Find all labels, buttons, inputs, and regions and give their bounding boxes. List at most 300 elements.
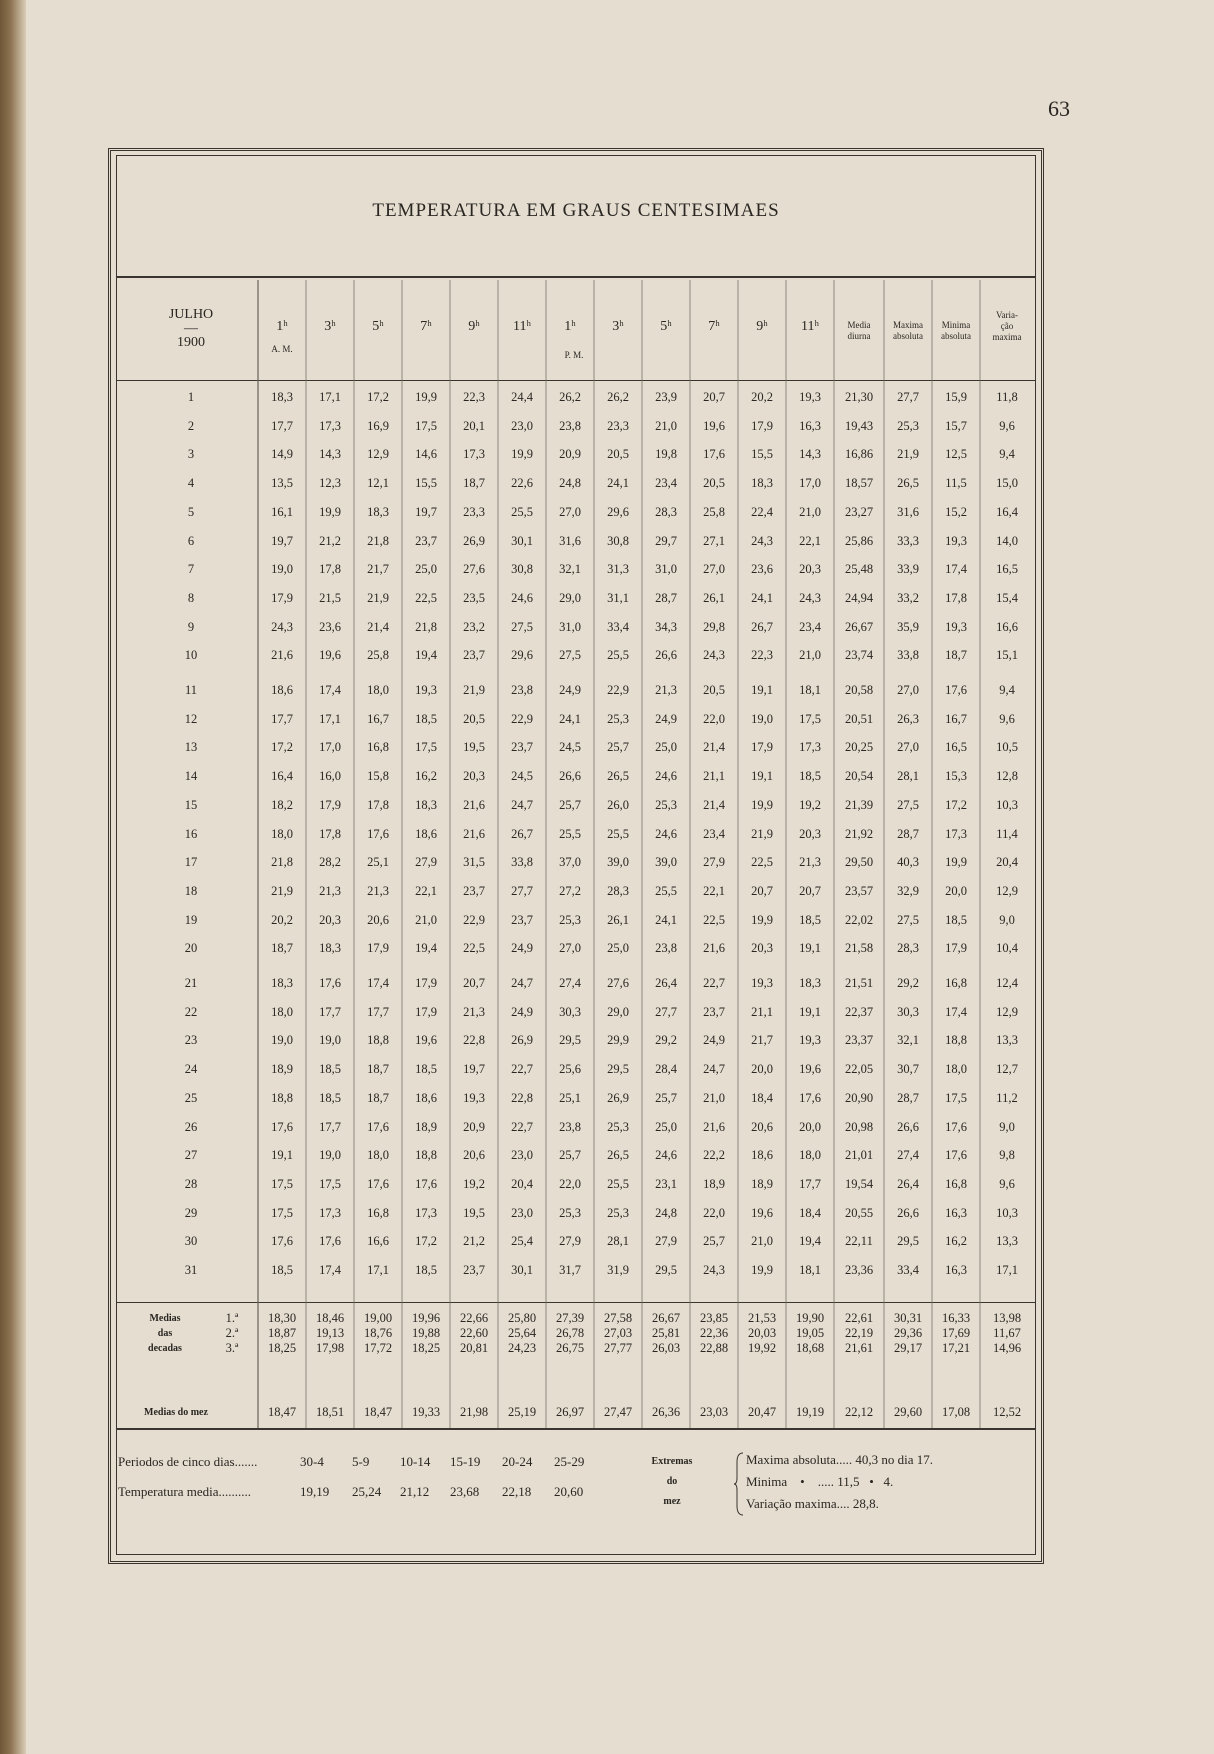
temp-cell: 17,6: [367, 1119, 389, 1134]
temp-cell: 17,5: [271, 1176, 293, 1191]
temp-cell: 22,0: [703, 711, 725, 726]
decade-index: 1.ª: [225, 1311, 239, 1325]
temp-cell: 26,5: [607, 769, 629, 784]
temp-cell: 16,5: [945, 740, 967, 755]
temp-cell: 26,2: [559, 390, 581, 404]
temp-cell: 27,7: [511, 883, 533, 898]
decades-label-1: Medias: [149, 1313, 181, 1324]
temp-cell: 23,37: [844, 1033, 874, 1048]
period-cell: 30-4: [300, 1454, 324, 1469]
temp-cell: 20,0: [799, 1119, 821, 1134]
day-number: 18: [184, 883, 198, 898]
temp-cell: 25,4: [511, 1234, 533, 1249]
header-pm: P. M.: [564, 350, 584, 360]
temp-cell: 17,1: [367, 1263, 389, 1277]
temp-cell: 21,6: [463, 797, 485, 812]
temp-cell: 17,6: [945, 1119, 967, 1134]
period-cell: 10-14: [400, 1454, 431, 1469]
decade-cell: 18,25: [411, 1341, 441, 1355]
temp-cell: 24,1: [607, 476, 629, 491]
temp-cell: 16,6: [367, 1234, 389, 1249]
temp-cell: 19,7: [271, 533, 293, 548]
decade-cell: 22,60: [459, 1326, 489, 1340]
temp-cell: 23,4: [799, 619, 821, 634]
temp-cell: 24,6: [655, 826, 677, 841]
temp-cell: 26,1: [703, 590, 725, 605]
temp-cell: 30,8: [511, 562, 533, 577]
temp-cell: 17,3: [319, 1205, 341, 1220]
temp-cell: 18,0: [367, 1148, 389, 1163]
temp-cell: 20,90: [844, 1090, 874, 1105]
header-dash: —: [184, 321, 198, 336]
temp-cell: 22,5: [751, 855, 773, 870]
temp-cell: 17,4: [367, 976, 389, 990]
temp-cell: 27,5: [897, 912, 919, 927]
header-month: JULHO: [168, 307, 214, 322]
temp-cell: 17,9: [271, 590, 293, 605]
decade-cell: 25,64: [507, 1326, 537, 1340]
temp-cell: 23,7: [511, 740, 533, 755]
temp-cell: 17,0: [319, 740, 341, 755]
temp-cell: 18,7: [463, 476, 485, 491]
temp-cell: 20,3: [463, 769, 485, 784]
temp-cell: 16,0: [319, 769, 341, 784]
temp-cell: 12,9: [996, 883, 1018, 898]
day-number: 24: [184, 1062, 198, 1077]
temp-cell: 18,9: [703, 1176, 725, 1191]
temp-cell: 9,6: [999, 1176, 1015, 1191]
temp-cell: 26,5: [897, 476, 919, 491]
temp-cell: 17,5: [945, 1090, 967, 1105]
temp-cell: 17,9: [751, 418, 773, 433]
temp-cell: 17,8: [319, 826, 341, 841]
temp-cell: 19,0: [271, 562, 293, 577]
temp-cell: 17,2: [415, 1234, 437, 1249]
day-number: 16: [184, 826, 198, 841]
temp-cell: 29,2: [897, 976, 919, 990]
temp-cell: 26,9: [463, 533, 485, 548]
temp-cell: 17,0: [799, 476, 821, 491]
temp-cell: 14,6: [415, 447, 437, 462]
temp-cell: 18,7: [271, 941, 293, 956]
temp-cell: 21,7: [751, 1033, 773, 1048]
temp-cell: 22,02: [844, 912, 874, 927]
temp-cell: 27,0: [559, 941, 581, 956]
temp-cell: 25,7: [559, 1148, 581, 1163]
temp-cell: 15,2: [945, 504, 967, 519]
temp-cell: 18,5: [319, 1062, 341, 1077]
decade-cell: 18,25: [267, 1341, 297, 1355]
temp-cell: 20,0: [945, 883, 967, 898]
temp-cell: 19,0: [319, 1148, 341, 1163]
temp-cell: 24,3: [703, 1263, 725, 1277]
day-number: 25: [184, 1090, 198, 1105]
day-number: 22: [184, 1004, 198, 1019]
temp-cell: 17,5: [415, 740, 437, 755]
decade-cell: 16,33: [941, 1311, 971, 1325]
temp-cell: 13,3: [996, 1033, 1018, 1048]
decade-index: 3.ª: [225, 1341, 239, 1355]
temp-cell: 15,0: [996, 476, 1018, 491]
temp-cell: 17,7: [271, 418, 293, 433]
decade-cell: 22,36: [699, 1326, 729, 1340]
temp-cell: 12,9: [996, 1004, 1018, 1019]
stat-header-3-line: absoluta: [941, 331, 971, 341]
temp-cell: 24,3: [799, 590, 821, 605]
temp-cell: 25,3: [897, 418, 919, 433]
temp-cell: 25,7: [703, 1234, 725, 1249]
temp-cell: 22,7: [511, 1062, 533, 1077]
temp-cell: 29,6: [511, 648, 533, 663]
temp-cell: 32,1: [897, 1033, 919, 1048]
temp-cell: 29,0: [607, 1004, 629, 1019]
temp-cell: 30,1: [511, 1263, 533, 1277]
temp-cell: 31,5: [463, 855, 485, 870]
temp-cell: 29,5: [559, 1033, 581, 1048]
temp-cell: 22,05: [844, 1062, 874, 1077]
temp-cell: 18,0: [367, 683, 389, 697]
stat-header-2-line: Maxima: [893, 320, 923, 330]
month-mean-cell: 27,47: [603, 1405, 633, 1419]
temp-cell: 25,7: [559, 797, 581, 812]
month-mean-cell: 26,97: [555, 1405, 585, 1419]
temp-cell: 12,4: [996, 976, 1018, 990]
month-mean-cell: 18,47: [267, 1405, 297, 1419]
temp-cell: 25,0: [607, 941, 629, 956]
temp-cell: 17,2: [945, 797, 967, 812]
decade-cell: 18,68: [795, 1341, 825, 1355]
month-mean-cell: 26,36: [651, 1405, 681, 1419]
temp-cell: 23,27: [844, 504, 874, 519]
decades-label-2: das: [157, 1328, 173, 1339]
temp-cell: 19,1: [751, 683, 773, 697]
extremes-label-3: mez: [663, 1496, 681, 1507]
hour-header-11: 9ʰ: [756, 319, 768, 334]
temp-cell: 23,9: [655, 390, 677, 404]
temp-cell: 21,9: [367, 590, 389, 605]
temp-cell: 10,4: [996, 941, 1018, 956]
temp-cell: 21,3: [463, 1004, 485, 1019]
temp-cell: 21,3: [319, 883, 341, 898]
temp-cell: 23,4: [703, 826, 725, 841]
temp-cell: 9,4: [999, 447, 1015, 462]
month-mean-cell: 12,52: [992, 1405, 1022, 1419]
temp-cell: 27,5: [897, 797, 919, 812]
temp-cell: 16,8: [945, 1176, 967, 1191]
temp-cell: 25,0: [415, 562, 437, 577]
temp-cell: 29,6: [607, 504, 629, 519]
decade-cell: 20,81: [459, 1341, 489, 1355]
temp-cell: 20,5: [703, 476, 725, 491]
temp-cell: 16,2: [945, 1234, 967, 1249]
decade-cell: 17,21: [941, 1341, 971, 1355]
temp-cell: 14,9: [271, 447, 293, 462]
temp-cell: 19,3: [463, 1090, 485, 1105]
temp-cell: 27,9: [415, 855, 437, 870]
temp-cell: 20,54: [844, 769, 874, 784]
temp-cell: 24,9: [655, 711, 677, 726]
temp-cell: 21,8: [415, 619, 437, 634]
temp-cell: 27,7: [897, 390, 919, 404]
decade-cell: 20,03: [747, 1326, 777, 1340]
month-mean-cell: 21,98: [459, 1405, 489, 1419]
temp-cell: 22,11: [845, 1234, 873, 1249]
day-number: 10: [184, 648, 198, 663]
temp-cell: 21,1: [703, 769, 725, 784]
temp-cell: 18,5: [415, 711, 437, 726]
stat-header-1-line: Media: [847, 320, 871, 330]
temp-cell: 21,9: [271, 883, 293, 898]
temp-cell: 33,9: [897, 562, 919, 577]
temp-cell: 16,9: [367, 418, 389, 433]
temp-cell: 29,5: [607, 1062, 629, 1077]
temp-cell: 16,86: [844, 447, 874, 462]
temp-label: Temperatura media..........: [118, 1484, 252, 1499]
temp-cell: 24,7: [703, 1062, 725, 1077]
temp-cell: 32,9: [897, 883, 919, 898]
temp-cell: 12,3: [319, 476, 341, 491]
temp-cell: 19,0: [751, 711, 773, 726]
hour-header-8: 3ʰ: [612, 319, 624, 334]
temp-cell: 15,1: [996, 648, 1018, 663]
temp-cell: 33,2: [897, 590, 919, 605]
temp-cell: 21,2: [463, 1234, 485, 1249]
decade-cell: 19,96: [411, 1311, 441, 1325]
temp-cell: 16,7: [367, 711, 389, 726]
temp-cell: 21,3: [799, 855, 821, 870]
temp-cell: 24,1: [559, 711, 581, 726]
day-number: 17: [184, 855, 198, 870]
day-number: 27: [184, 1148, 198, 1163]
temp-cell: 16,6: [996, 619, 1018, 634]
temp-cell: 19,9: [751, 797, 773, 812]
temp-cell: 20,5: [703, 683, 725, 697]
day-number: 6: [187, 533, 195, 548]
day-number: 4: [187, 476, 195, 491]
temp-cell: 21,3: [655, 683, 677, 697]
temp-cell: 24,3: [703, 648, 725, 663]
temp-cell: 19,2: [799, 797, 821, 812]
temp-cell: 19,0: [271, 1033, 293, 1048]
temp-cell: 15,8: [367, 769, 389, 784]
temp-cell: 23,2: [463, 619, 485, 634]
temp-cell: 24,4: [511, 390, 533, 404]
temp-cell: 21,6: [271, 648, 293, 663]
temp-cell: 18,0: [271, 1004, 293, 1019]
temp-cell: 19,9: [945, 855, 967, 870]
period-cell: 5-9: [352, 1454, 370, 1469]
temp-cell: 17,7: [319, 1004, 341, 1019]
temp-cell: 16,3: [799, 418, 821, 433]
temp-cell: 19,6: [799, 1062, 821, 1077]
temp-cell: 24,8: [655, 1205, 677, 1220]
temp-cell: 16,1: [271, 504, 293, 519]
header-am: A. M.: [271, 344, 293, 354]
temp-cell: 27,9: [703, 855, 725, 870]
temp-cell: 28,7: [897, 1090, 919, 1105]
temp-cell: 15,4: [996, 590, 1018, 605]
temp-cell: 17,4: [319, 683, 341, 697]
temp-cell: 26,2: [607, 390, 629, 404]
temp-cell: 17,4: [319, 1263, 341, 1277]
decade-cell: 22,88: [699, 1341, 729, 1355]
temp-cell: 21,0: [703, 1090, 725, 1105]
temp-cell: 31,6: [559, 533, 581, 548]
temp-cell: 17,6: [945, 1148, 967, 1163]
temp-cell: 18,1: [799, 1263, 821, 1277]
temp-cell: 19,1: [271, 1148, 293, 1163]
decade-cell: 17,72: [363, 1341, 393, 1355]
temp-cell: 26,3: [897, 711, 919, 726]
day-number: 13: [184, 740, 198, 755]
temp-cell: 18,3: [415, 797, 437, 812]
temp-cell: 18,4: [799, 1205, 821, 1220]
temp-cell: 22,1: [415, 883, 437, 898]
temp-cell: 23,0: [511, 1205, 533, 1220]
temp-cell: 9,0: [999, 1119, 1015, 1134]
temp-cell: 31,7: [559, 1263, 581, 1277]
temp-cell: 20,3: [319, 912, 341, 927]
temp-cell: 23,1: [655, 1176, 677, 1191]
temp-cell: 24,7: [511, 797, 533, 812]
temp-cell: 25,5: [559, 826, 581, 841]
decade-cell: 26,67: [651, 1311, 681, 1325]
temp-cell: 17,6: [319, 1234, 341, 1249]
table-title: TEMPERATURA EM GRAUS CENTESIMAES: [372, 200, 780, 221]
temp-cell: 16,4: [271, 769, 293, 784]
temp-cell: 19,8: [655, 447, 677, 462]
temp-cell: 12,7: [996, 1062, 1018, 1077]
temp-cell: 24,3: [751, 533, 773, 548]
temp-cell: 23,7: [463, 648, 485, 663]
temp-cell: 39,0: [655, 855, 677, 870]
temp-cell: 19,3: [799, 390, 821, 404]
temp-cell: 18,57: [844, 476, 874, 491]
temp-cell: 23,7: [463, 1263, 485, 1277]
temp-cell: 22,0: [559, 1176, 581, 1191]
decade-cell: 19,05: [795, 1326, 825, 1340]
temp-cell: 18,5: [415, 1062, 437, 1077]
temp-cell: 20,6: [463, 1148, 485, 1163]
temp-cell: 29,5: [897, 1234, 919, 1249]
day-number: 7: [187, 562, 195, 577]
temp-cell: 12,5: [945, 447, 967, 462]
max-absolute-line: Maxima absoluta..... 40,3 no dia 17.: [746, 1452, 934, 1467]
temp-cell: 16,3: [945, 1205, 967, 1220]
temp-cell: 18,6: [415, 1090, 437, 1105]
decade-cell: 22,19: [844, 1326, 874, 1340]
temp-cell: 26,6: [897, 1119, 919, 1134]
temp-cell: 17,5: [415, 418, 437, 433]
temp-cell: 17,9: [415, 976, 437, 990]
temp-cell: 19,2: [463, 1176, 485, 1191]
temp-cell: 21,0: [751, 1234, 773, 1249]
decade-cell: 19,92: [747, 1341, 777, 1355]
temp-cell: 31,6: [897, 504, 919, 519]
temp-cell: 17,6: [945, 683, 967, 697]
temp-cell: 21,8: [367, 533, 389, 548]
temp-cell: 20,7: [751, 883, 773, 898]
temp-cell: 21,6: [703, 1119, 725, 1134]
temp-cell: 16,3: [945, 1263, 967, 1277]
temp-cell: 21,58: [844, 941, 874, 956]
temp-cell: 17,6: [271, 1119, 293, 1134]
hour-header-7: 1ʰ: [564, 319, 576, 334]
temp-cell: 28,3: [607, 883, 629, 898]
stat-header-4-line: ção: [1000, 321, 1014, 331]
temp-cell: 21,92: [844, 826, 874, 841]
temp-cell: 25,8: [367, 648, 389, 663]
temp-cell: 18,0: [799, 1148, 821, 1163]
period-temp-cell: 20,60: [554, 1484, 584, 1499]
temp-cell: 24,94: [844, 590, 874, 605]
temp-cell: 21,7: [367, 562, 389, 577]
day-number: 14: [184, 769, 198, 784]
temp-cell: 33,3: [897, 533, 919, 548]
temp-cell: 18,5: [945, 912, 967, 927]
temp-cell: 17,6: [271, 1234, 293, 1249]
temp-cell: 19,6: [751, 1205, 773, 1220]
month-means-label: Medias do mez: [144, 1407, 208, 1418]
temp-cell: 23,8: [559, 418, 581, 433]
temp-cell: 22,9: [511, 711, 533, 726]
decade-cell: 19,88: [411, 1326, 441, 1340]
month-mean-cell: 23,03: [699, 1405, 729, 1419]
period-temp-cell: 22,18: [502, 1484, 532, 1499]
temp-cell: 17,9: [319, 797, 341, 812]
temp-cell: 21,5: [319, 590, 341, 605]
temp-cell: 23,6: [751, 562, 773, 577]
temp-cell: 19,9: [415, 390, 437, 404]
temp-cell: 21,30: [844, 390, 874, 404]
decade-index: 2.ª: [225, 1326, 239, 1340]
temp-cell: 31,9: [607, 1263, 629, 1277]
temp-cell: 19,9: [751, 912, 773, 927]
temp-cell: 20,4: [996, 855, 1018, 870]
day-number: 3: [187, 447, 195, 462]
temp-cell: 15,5: [415, 476, 437, 491]
temp-cell: 11,8: [996, 390, 1018, 404]
temp-cell: 17,6: [799, 1090, 821, 1105]
temp-cell: 19,7: [415, 504, 437, 519]
temp-cell: 25,5: [655, 883, 677, 898]
temp-cell: 27,0: [703, 562, 725, 577]
variation-line: Variação maxima.... 28,8.: [746, 1496, 879, 1511]
temp-cell: 27,0: [897, 683, 919, 697]
temp-cell: 22,0: [703, 1205, 725, 1220]
temp-cell: 21,9: [751, 826, 773, 841]
temp-cell: 19,9: [511, 447, 533, 462]
temp-cell: 23,3: [607, 418, 629, 433]
temp-cell: 26,4: [655, 976, 677, 990]
temp-cell: 23,7: [703, 1004, 725, 1019]
temp-cell: 22,5: [463, 941, 485, 956]
temp-cell: 27,1: [703, 533, 725, 548]
temp-cell: 21,0: [415, 912, 437, 927]
temp-cell: 26,0: [607, 797, 629, 812]
temp-cell: 25,8: [703, 504, 725, 519]
temp-cell: 29,8: [703, 619, 725, 634]
temp-cell: 20,2: [271, 912, 293, 927]
temp-cell: 26,4: [897, 1176, 919, 1191]
temp-cell: 22,9: [463, 912, 485, 927]
stat-header-4-line: maxima: [992, 332, 1022, 342]
temp-cell: 18,5: [799, 912, 821, 927]
decade-cell: 19,00: [363, 1311, 393, 1325]
decade-cell: 18,87: [267, 1326, 297, 1340]
temp-cell: 28,7: [655, 590, 677, 605]
temp-cell: 24,1: [751, 590, 773, 605]
